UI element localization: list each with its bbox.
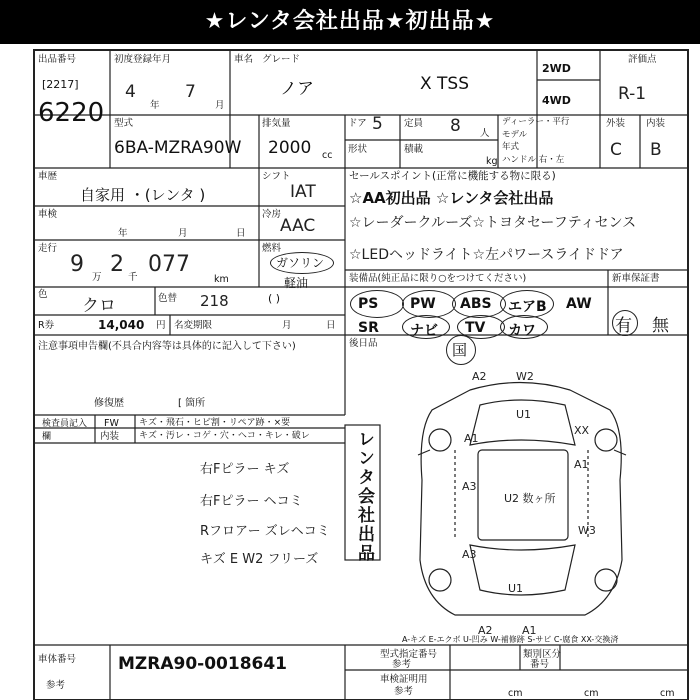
score-label: 評価点 [628,54,657,65]
car-grade-label: グレード [262,54,301,65]
inspection-month: 月 [178,228,188,239]
equipment-item: ナビ [410,323,438,339]
diagram-mark: W3 [578,524,596,537]
interior-value: B [650,140,662,160]
inspector-fw: FW [104,418,119,429]
diagram-mark: U2 数ヶ所 [504,492,556,505]
model-label: 型式 [114,118,134,129]
shift-value: IAT [290,182,316,202]
score-value: R-1 [618,84,647,104]
history-label: 車歴 [38,171,58,182]
exterior-value: C [610,140,622,160]
equipment-item: TV [465,320,486,336]
sales-line3: ☆LEDヘッドライト☆左パワースライドドア [349,247,624,263]
dealer-handle-label: ハンドル 右・左 [502,155,565,165]
diagram-mark: U1 [508,582,524,595]
equipment-item: ABS [460,296,492,312]
displacement-unit: cc [322,150,333,161]
inspector-fw-text: キズ・飛石・ヒビ割・リペア跡・×要 [139,418,291,428]
cert-cm-3: cm [660,688,675,699]
color-label: 色 [38,289,48,300]
drive-4wd: 4WD [542,94,571,107]
rear-seat-stamp: 国 [452,341,468,359]
recycle-value: 14,040 [98,318,145,332]
equipment-item: SR [358,320,379,336]
doors-label: ドア [348,118,367,129]
capacity-unit: 人 [480,128,490,139]
fuel-label: 燃料 [262,243,282,254]
capacity-label: 定員 [404,118,424,129]
exterior-label: 外装 [606,118,626,129]
class-sub: 番号 [530,659,550,670]
warranty-label: 新車保証書 [612,273,660,284]
sales-line1: ☆AA初出品 ☆レンタ会社出品 [349,189,554,207]
notes-location: [ 箇所 [178,398,206,409]
load-label: 積載 [404,144,424,155]
color-change-value: 218 [200,292,229,310]
cert-cm-1: cm [508,688,523,699]
warranty-yes: 有 [615,316,632,336]
lot-small: [2217] [42,78,79,91]
chassis-label: 車体番号 [38,654,77,665]
inspection-year: 年 [118,228,128,239]
class-label: 類別区分 [523,649,562,660]
name-change-month: 月 [282,320,292,331]
mileage-label: 走行 [38,243,58,254]
mileage-man: 9 [70,252,84,277]
warranty-no: 無 [652,316,669,336]
rental-stamp: レンタ会社出品 [354,430,374,563]
mileage-unit: km [214,274,229,285]
equipment-item: AW [566,296,592,312]
type-sub: 参考 [392,659,412,670]
shape-label: 形状 [348,144,368,155]
registration-label: 初度登録年月 [114,54,172,65]
chassis-sub: 参考 [46,680,66,691]
diagram-legend: A-キズ E-エクボ U-凹み W-補修跡 S-サビ C-腐食 XX-交換済 [402,635,619,644]
diagram-mark: A1 [464,432,479,445]
ac-label: 冷房 [262,209,282,220]
registration-year-unit: 年 [150,100,160,111]
diagram-mark: U1 [516,408,532,421]
inspection-label: 車検 [38,209,58,220]
color-change-label: 色替 [158,293,178,304]
diagram-mark: A2 [472,370,487,383]
diagram-mark: A2 [478,624,493,637]
diagram-mark: A3 [462,548,477,561]
diagram-mark: W2 [516,370,534,383]
diagram-mark: A1 [574,458,589,471]
dealer-year-label: 年式 [502,142,520,152]
chassis-value: MZRA90-0018641 [118,654,288,674]
equipment-item: カワ [508,323,536,339]
sales-label: セールスポイント(正常に機能する物に限る) [349,170,556,182]
doors-value: 5 [372,114,383,134]
dealer-label: ディーラー・平行 [502,117,570,127]
equipment-label: 装備品(純正品に限り○をつけてください) [349,273,527,284]
mileage-sen-unit: 千 [128,272,138,283]
inspection-day: 日 [236,228,246,239]
displacement-label: 排気量 [262,118,291,129]
sales-line2: ☆レーダークルーズ☆トヨタセーフティセンス [349,215,637,231]
car-grade: X TSS [420,74,470,94]
fuel-gas: ガソリン [276,256,325,270]
lot-number: 6220 [38,98,105,128]
inspector-inner: 内装 [100,431,120,442]
cert-cm-2: cm [584,688,599,699]
inspector-label: 検査員記入欄 [42,419,88,442]
type-label: 型式指定番号 [380,649,438,660]
handwritten-line: 右Fピラー ヘコミ [200,494,303,509]
cert-sub: 参考 [394,686,414,697]
inspector-inner-text: キズ・汚レ・コゲ・穴・ヘコ・キレ・破レ [139,431,310,441]
registration-month: 7 [185,82,196,102]
fuel-diesel: 軽油 [284,276,309,290]
equipment-item: PW [410,296,436,312]
handwritten-line: 右Fピラー キズ [200,462,290,477]
header-title: ★レンタ会社出品★初出品★ [0,0,700,44]
drive-2wd: 2WD [542,62,571,75]
registration-month-unit: 月 [215,100,225,111]
diagram-mark: A3 [462,480,477,493]
registration-year: 4 [125,82,136,102]
shift-label: シフト [262,171,291,182]
notes-label: 注意事項申告欄(不具合内容等は具体的に記入して下さい) [38,341,296,352]
equipment-item: エアB [508,299,547,315]
equipment-item: PS [358,296,379,312]
interior-label: 内装 [646,118,666,129]
rear-seat-label: 後日品 [349,338,378,349]
car-name: ノア [280,79,314,99]
dealer-model-label: モデル [502,130,528,140]
mileage-man-unit: 万 [92,272,102,283]
load-unit: kg [486,156,498,167]
ac-value: AAC [280,216,316,236]
diagram-mark: XX [574,424,590,437]
handwritten-line: Rフロアー ズレヘコミ [200,524,330,539]
name-change-day: 日 [326,320,336,331]
car-name-label: 車名 [234,54,254,65]
history-value: 自家用 ・(レンタ ) [80,186,206,204]
notes-repair: 修復歴 [94,398,124,409]
color-value: クロ [82,296,116,316]
mileage-rest: 077 [148,252,190,277]
model-value: 6BA-MZRA90W [114,138,242,158]
handwritten-line: キズ E W2 フリーズ [200,552,319,567]
lot-label: 出品番号 [38,54,77,65]
capacity-value: 8 [450,116,461,136]
recycle-label: R券 [38,320,55,331]
name-change-label: 名変期限 [174,320,213,331]
mileage-sen: 2 [110,252,124,277]
displacement-value: 2000 [268,138,312,158]
recycle-unit: 円 [156,320,166,331]
cert-label: 車検証明用 [380,674,428,685]
fuel-paren: ( ) [268,292,281,305]
diagram-mark: A1 [522,624,537,637]
